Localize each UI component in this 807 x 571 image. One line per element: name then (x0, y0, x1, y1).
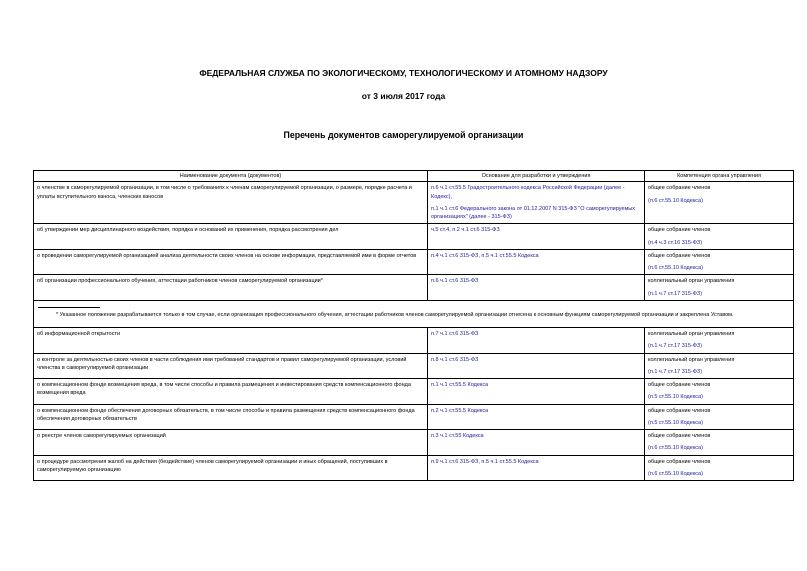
basis-link[interactable]: п.6 ч.1 ст.6 315-ФЗ (431, 278, 479, 285)
table-row (34, 249, 794, 275)
basis-cell (428, 328, 645, 354)
table-row (34, 328, 794, 354)
column-header-name: Наименование документа (документов) (34, 171, 428, 182)
table-row (34, 455, 794, 481)
document-name-cell: о проведении саморегулируемой организацией анализа деятельности своих членов на основе информации, представляемой ими в форме отчетов (34, 249, 428, 275)
competence-ref-link[interactable]: (п.5 ст.55.10 Кодекса) (648, 419, 703, 426)
table-row (34, 353, 794, 379)
basis-link[interactable]: п.1 ч.1 ст.6 Федерального закона от 01.12.2007 N 315-ФЗ "О саморегулируемых организациях" (далее - 315-ФЗ) (431, 205, 635, 220)
table-header-row (34, 171, 794, 182)
competence-ref-link[interactable]: (п.5 ст.55.10 Кодекса) (648, 394, 703, 401)
document-name-cell: о компенсационном фонде возмещения вреда, в том числе способы и правила размещения и инвестирования средств компенсационного фонда возмещения вреда (34, 379, 428, 405)
document-name-cell: о компенсационном фонде обеспечения договорных обязательств, в том числе способы и правила размещения средств компенсационного фонда обеспечения договорных обязательств (34, 404, 428, 430)
competence-cell (645, 224, 794, 250)
document-name-cell: о членстве в саморегулируемой организации, в том числе о требованиях к членам саморегулируемой организации, о размере, порядке расчета и уплаты вступительного взноса, членских взносов (34, 182, 428, 224)
table-row (34, 404, 794, 430)
basis-link[interactable]: п.7 ч.1 ст.6 315-ФЗ (431, 331, 479, 337)
table-row (34, 379, 794, 405)
basis-cell (428, 455, 645, 481)
footnote-text: * Указанное положение разрабатывается только в том случае, если организация профессионального обучения, аттестации работников членов саморегулируемой организации отнесена к основным функциям саморегулируемой организации и закреплена Уставом. (56, 311, 734, 318)
competence-ref-link[interactable]: (п.1 ч.7 ст.17 315-ФЗ) (648, 290, 703, 297)
footnote-divider (38, 307, 100, 308)
competence-label: общее собрание членов (648, 458, 711, 465)
competence-ref-link[interactable]: (п.6 ст.55.10 Кодекса) (648, 470, 703, 477)
competence-cell (645, 455, 794, 481)
basis-cell (428, 182, 645, 224)
document-date: от 3 июля 2017 года (361, 91, 446, 101)
agency-heading: ФЕДЕРАЛЬНАЯ СЛУЖБА ПО ЭКОЛОГИЧЕСКОМУ, ТЕХНОЛОГИЧЕСКОМУ И АТОМНОМУ НАДЗОРУ (199, 68, 608, 78)
competence-ref-link[interactable]: (п.1 ч.7 ст.17 315-ФЗ) (648, 343, 703, 350)
basis-cell (428, 353, 645, 379)
competence-ref-link[interactable]: (п.4 ч.3 ст.16 315-ФЗ) (648, 239, 703, 246)
competence-cell (645, 275, 794, 301)
competence-ref-link[interactable]: (п.6 ст.55.10 Кодекса) (648, 197, 703, 204)
document-name-cell: об утверждении мер дисциплинарного воздействия, порядка и оснований их применения, порядка рассмотрения дел (34, 224, 428, 250)
competence-ref-link[interactable]: (п.6 ст.55.10 Кодекса) (648, 445, 703, 452)
table-row (34, 224, 794, 250)
competence-label: коллегиальный орган управления (648, 331, 735, 337)
basis-cell (428, 404, 645, 430)
footnote-row (34, 300, 794, 327)
footnote-cell (34, 300, 794, 327)
document-name-cell: об информационной открытости (34, 328, 428, 354)
document-name-cell: об организации профессионального обучения, аттестации работников членов саморегулируемой организации* (34, 275, 428, 301)
basis-link[interactable]: п.9 ч.1 ст.6 315-ФЗ, п.5 ч.1 ст.55.5 Кодекса (431, 458, 539, 465)
competence-cell (645, 379, 794, 405)
competence-label: общее собрание членов (648, 227, 711, 234)
competence-label: коллегиальный орган управления (648, 356, 735, 363)
page-title: Перечень документов саморегулируемой организации (283, 130, 524, 140)
basis-link[interactable]: п.1 ч.1 ст.55.5 Кодекса (431, 382, 489, 388)
basis-cell (428, 379, 645, 405)
table-row (34, 182, 794, 224)
basis-cell (428, 430, 645, 456)
basis-cell (428, 224, 645, 250)
competence-label: общее собрание членов (648, 433, 711, 439)
competence-cell (645, 353, 794, 379)
basis-link[interactable]: п.3 ч.1 ст.55 Кодекса (431, 433, 484, 439)
document-name-cell: о реестре членов саморегулируемых организаций (34, 430, 428, 456)
competence-cell (645, 404, 794, 430)
basis-cell (428, 249, 645, 275)
column-header-competence: Компетенция органа управления (645, 171, 794, 182)
basis-link[interactable]: п.4 ч.1 ст.6 315-ФЗ, п.5 ч.1 ст.55.5 Кодекса (431, 252, 539, 259)
table-row (34, 430, 794, 456)
competence-cell (645, 182, 794, 224)
document-name-cell: о процедуре рассмотрения жалоб на действия (бездействие) членов саморегулируемой организации и иных обращений, поступивших в саморегулируемую организацию (34, 455, 428, 481)
competence-ref-link[interactable]: (п.1 ч.7 ст.17 315-ФЗ) (648, 368, 703, 375)
competence-cell (645, 328, 794, 354)
competence-cell (645, 430, 794, 456)
competence-label: общее собрание членов (648, 185, 711, 192)
basis-cell (428, 275, 645, 301)
basis-link[interactable]: ч.5 ст.4, п.2 ч.1 ст.6 315-ФЗ (431, 227, 500, 234)
document-name-cell: о контроле за деятельностью своих членов в части соблюдения ими требований стандартов и правил саморегулируемой организации, условий членства в саморегулируемой организации (34, 353, 428, 379)
column-header-basis: Основание для разработки и утверждения (428, 171, 645, 182)
competence-label: общее собрание членов (648, 407, 711, 414)
documents-table (33, 170, 794, 481)
basis-link[interactable]: п.2 ч.1 ст.55.5 Кодекса (431, 407, 489, 414)
table-row (34, 275, 794, 301)
basis-link[interactable]: п.8 ч.1 ст.6 315-ФЗ (431, 356, 479, 363)
competence-cell (645, 249, 794, 275)
basis-link[interactable]: п.6 ч.1 ст.55.5 Градостроительного кодекса Российской Федерации (далее - Кодекс), (431, 185, 625, 200)
competence-label: общее собрание членов (648, 252, 711, 259)
competence-label: общее собрание членов (648, 382, 711, 388)
competence-ref-link[interactable]: (п.6 ст.55.10 Кодекса) (648, 265, 703, 271)
competence-label: коллегиальный орган управления (648, 278, 735, 285)
